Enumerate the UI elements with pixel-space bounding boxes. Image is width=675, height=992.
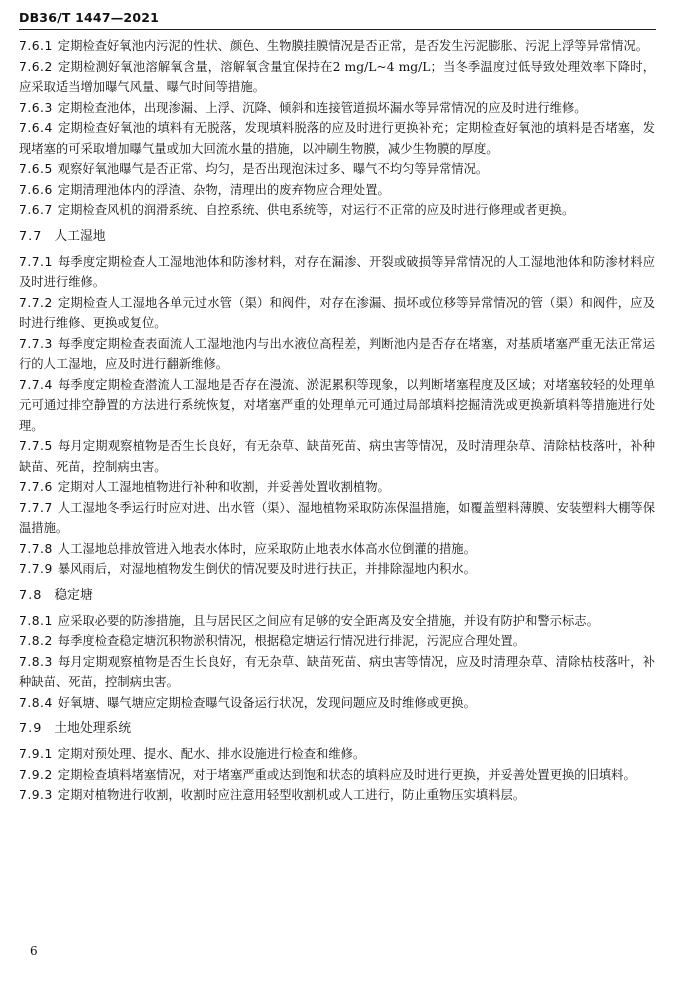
clause-text: 观察好氧池曝气是否正常、均匀，是否出现泡沫过多、曝气不均匀等异常情况。 xyxy=(57,162,489,176)
clause-number: 7.7.4 xyxy=(19,377,53,392)
clause-number: 7.7.1 xyxy=(19,254,53,269)
clause-number: 7.6.4 xyxy=(19,121,53,135)
clause-text: 定期清理池体内的浮渣、杂物，清理出的废弃物应合理处置。 xyxy=(57,182,390,197)
clause-paragraph xyxy=(19,375,655,437)
clause-number: 7.9.3 xyxy=(19,788,53,802)
clause-paragraph xyxy=(19,252,655,293)
clause-text: 定期检查风机的润滑系统、自控系统、供电系统等，对运行不正常的应及时进行修理或者更换。 xyxy=(57,203,575,217)
clause-number: 7.6.7 xyxy=(19,203,53,217)
clause-paragraph xyxy=(19,36,655,57)
clause-text: 定期对人工湿地植物进行补种和收割，并妥善处置收割植物。 xyxy=(57,480,390,494)
clause-paragraph xyxy=(19,539,655,560)
clause-paragraph xyxy=(19,477,655,498)
clause-paragraph xyxy=(19,693,655,714)
clause-text: 人工湿地总排放管进入地表水体时，应采取防止地表水体高水位倒灌的措施。 xyxy=(57,541,476,556)
clause-paragraph xyxy=(19,57,655,98)
clause-paragraph xyxy=(19,180,655,201)
clause-text: 每季度定期检查表面流人工湿地池内与出水液位高程差，判断池内是否存在堵塞，对基质堵塞严重无法正常运行的人工湿地，应及时进行翻新维修。 xyxy=(19,336,655,371)
document-body xyxy=(19,36,655,806)
clause-text: 每季度检查稳定塘沉积物淤积情况，根据稳定塘运行情况进行排泥，污泥应合理处置。 xyxy=(57,634,526,648)
clause-text: 每月定期观察植物是否生长良好，有无杂草、缺苗死苗、病虫害等情况，应及时清理杂草、清除枯枝落叶，补种缺苗、死苗，控制病虫害。 xyxy=(19,654,655,689)
clause-text: 人工湿地冬季运行时应对进、出水管（渠）、湿地植物采取防冻保温措施，如覆盖塑料薄膜、安装塑料大棚等保温措施。 xyxy=(19,500,655,535)
section-title: 人工湿地 xyxy=(54,228,106,244)
clause-number: 7.6.1 xyxy=(19,39,53,53)
clause-number: 7.7.6 xyxy=(19,480,53,494)
clause-text: 定期检查池体，出现渗漏、上浮、沉降、倾斜和连接管道损坏漏水等异常情况的应及时进行维修。 xyxy=(57,100,587,115)
clause-text: 定期对植物进行收割，收割时应注意用轻型收割机或人工进行，防止重物压实填料层。 xyxy=(57,788,526,802)
clause-number: 7.7.7 xyxy=(19,500,53,515)
clause-text: 应采取必要的防渗措施，且与居民区之间应有足够的安全距离及安全措施，并设有防护和警示标志。 xyxy=(57,613,599,628)
page-number: 6 xyxy=(30,944,38,958)
clause-text: 定期检查填料堵塞情况，对于堵塞严重或达到饱和状态的填料应及时进行更换，并妥善处置更换的旧填料。 xyxy=(57,767,636,782)
clause-number: 7.7.2 xyxy=(19,295,53,310)
clause-paragraph xyxy=(19,744,655,765)
document-id: DB36/T 1447—2021 xyxy=(19,10,160,25)
clause-text: 定期检查好氧池的填料有无脱落，发现填料脱落的应及时进行更换补充；定期检查好氧池的填料是否堵塞，发现堵塞的可采取增加曝气量或加大回流水量的措施，以冲刷生物膜，减少生物膜的厚度。 xyxy=(19,121,655,156)
clause-paragraph xyxy=(19,611,655,632)
clause-text: 定期检测好氧池溶解氧含量，溶解氧含量宜保持在2 mg/L~4 mg/L；当冬季温度过低导致处理效率下降时，应采取适当增加曝气风量、曝气时间等措施。 xyxy=(19,59,655,94)
section-heading xyxy=(19,585,655,606)
clause-number: 7.8.1 xyxy=(19,613,53,628)
clause-text: 每季度定期检查潜流人工湿地是否存在漫流、淤泥累积等现象，以判断堵塞程度及区域；对堵塞较轻的处理单元可通过排空静置的方法进行系统恢复，对堵塞严重的处理单元可通过局部填料挖掘清洗或更换新填料等措施进行处理。 xyxy=(19,377,655,433)
clause-paragraph xyxy=(19,98,655,119)
clause-number: 7.6.5 xyxy=(19,162,53,176)
clause-paragraph xyxy=(19,785,655,806)
clause-number: 7.7.3 xyxy=(19,336,53,351)
clause-text: 每月定期观察植物是否生长良好，有无杂草、缺苗死苗、病虫害等情况，及时清理杂草、清除枯枝落叶，补种缺苗、死苗，控制病虫害。 xyxy=(19,439,655,474)
clause-paragraph xyxy=(19,498,655,539)
clause-paragraph xyxy=(19,334,655,375)
clause-number: 7.9.1 xyxy=(19,747,53,761)
clause-number: 7.8.3 xyxy=(19,654,53,669)
clause-paragraph xyxy=(19,765,655,786)
clause-number: 7.6.2 xyxy=(19,59,53,74)
section-heading xyxy=(19,718,655,739)
section-title: 稳定塘 xyxy=(54,587,93,603)
clause-number: 7.7.9 xyxy=(19,562,53,576)
clause-number: 7.6.3 xyxy=(19,100,53,115)
clause-number: 7.9.2 xyxy=(19,767,53,782)
clause-paragraph xyxy=(19,559,655,580)
clause-paragraph xyxy=(19,159,655,180)
clause-text: 暴风雨后，对湿地植物发生倒伏的情况要及时进行扶正，并排除湿地内积水。 xyxy=(57,562,476,576)
clause-number: 7.8.2 xyxy=(19,634,53,648)
header-rule xyxy=(19,29,656,30)
clause-text: 定期检查好氧池内污泥的性状、颜色、生物膜挂膜情况是否正常，是否发生污泥膨胀、污泥上浮等异常情况。 xyxy=(57,39,649,53)
clause-text: 定期检查人工湿地各单元过水管（渠）和阀件，对存在渗漏、损坏或位移等异常情况的管（渠）和阀件，应及时进行维修、更换或复位。 xyxy=(19,295,655,330)
clause-number: 7.7.5 xyxy=(19,439,53,453)
clause-paragraph xyxy=(19,293,655,334)
clause-number: 7.8.4 xyxy=(19,695,53,710)
clause-paragraph xyxy=(19,436,655,477)
clause-number: 7.8 xyxy=(19,587,43,603)
clause-paragraph xyxy=(19,200,655,221)
clause-paragraph xyxy=(19,118,655,159)
section-title: 土地处理系统 xyxy=(54,721,132,736)
clause-paragraph xyxy=(19,631,655,652)
clause-number: 7.9 xyxy=(19,721,43,736)
clause-number: 7.7.8 xyxy=(19,541,53,556)
clause-paragraph xyxy=(19,652,655,693)
clause-text: 好氧塘、曝气塘应定期检查曝气设备运行状况，发现问题应及时维修或更换。 xyxy=(57,695,476,710)
clause-number: 7.7 xyxy=(19,228,43,244)
section-heading xyxy=(19,226,655,247)
clause-number: 7.6.6 xyxy=(19,182,53,197)
clause-text: 定期对预处理、提水、配水、排水设施进行检查和维修。 xyxy=(57,747,366,761)
clause-text: 每季度定期检查人工湿地池体和防渗材料，对存在漏渗、开裂或破损等异常情况的人工湿地池体和防渗材料应及时进行维修。 xyxy=(19,254,655,289)
